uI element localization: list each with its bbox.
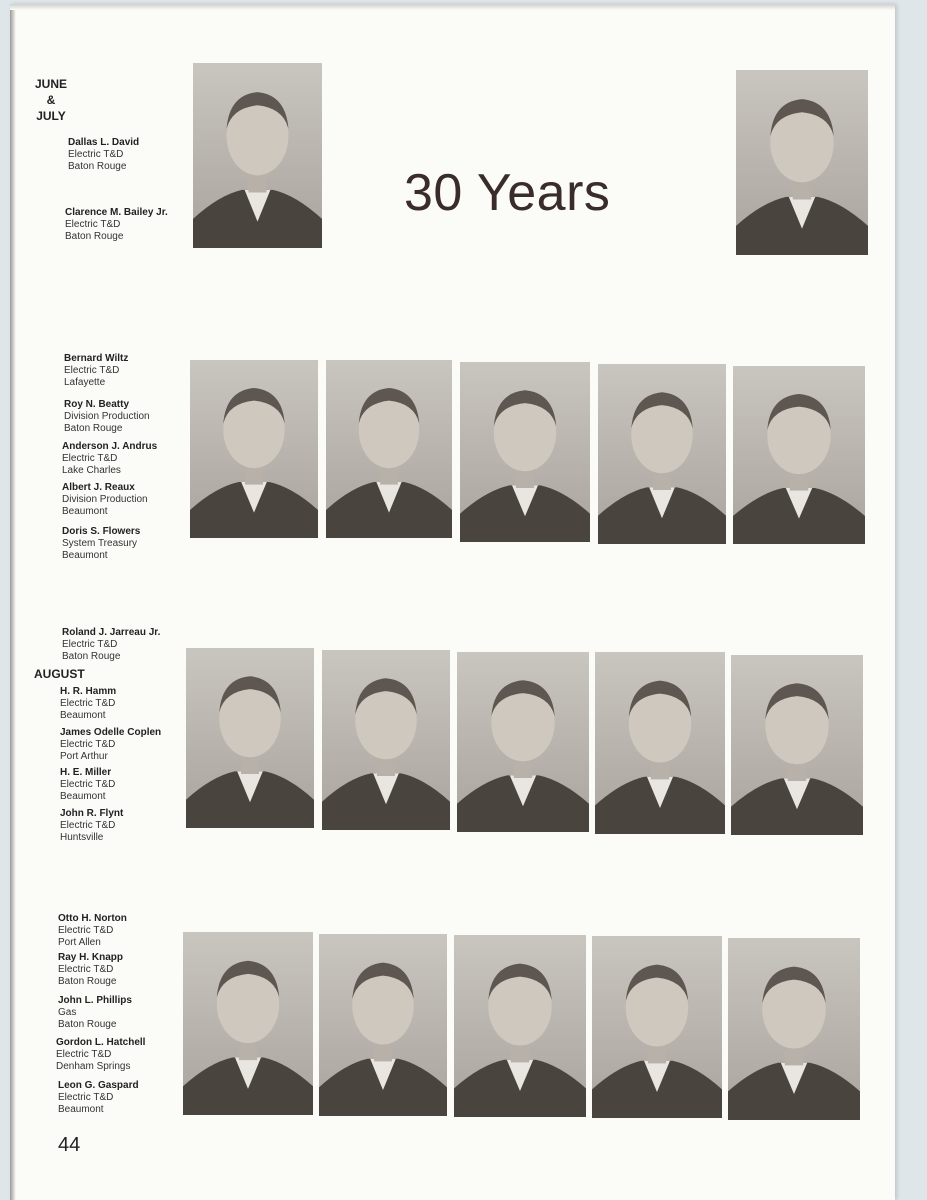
portrait-photo <box>595 652 725 834</box>
portrait-photo <box>733 366 865 544</box>
portrait-silhouette <box>193 63 322 248</box>
entry-dept: Electric T&D <box>62 639 118 650</box>
entry-dept: Electric T&D <box>62 453 118 464</box>
entry-james-coplen <box>60 727 161 763</box>
portrait-silhouette <box>183 932 313 1115</box>
portrait-silhouette <box>319 934 447 1116</box>
entry-name: Clarence M. Bailey Jr. <box>65 207 168 218</box>
entry-city: Beaumont <box>62 506 108 517</box>
entry-ray-knapp <box>58 952 123 988</box>
entry-name: Leon G. Gaspard <box>58 1080 139 1091</box>
entry-name: Dallas L. David <box>68 137 140 148</box>
entry-dallas-david <box>68 137 139 173</box>
entry-dept: Electric T&D <box>65 219 121 230</box>
entry-city: Baton Rouge <box>65 231 124 242</box>
page-title: 30 Years <box>404 164 611 222</box>
portrait-photo <box>728 938 860 1120</box>
entry-city: Baton Rouge <box>58 976 117 987</box>
entry-dept: Electric T&D <box>56 1049 112 1060</box>
portrait-silhouette <box>322 650 450 830</box>
entry-dept: Electric T&D <box>64 365 120 376</box>
entry-bernard-wiltz <box>64 353 128 389</box>
entry-dept: Electric T&D <box>58 925 114 936</box>
entry-city: Beaumont <box>60 710 106 721</box>
entry-leon-gaspard <box>58 1080 139 1116</box>
month-july: JULY <box>36 109 66 123</box>
entry-dept: System Treasury <box>62 538 138 549</box>
entry-city: Port Allen <box>58 937 101 948</box>
entry-dept: Electric T&D <box>60 820 116 831</box>
entry-name: Bernard Wiltz <box>64 353 129 364</box>
entry-city: Beaumont <box>58 1104 104 1115</box>
entry-name: James Odelle Coplen <box>60 727 162 738</box>
entry-city: Denham Springs <box>56 1061 131 1072</box>
portrait-silhouette <box>598 364 726 544</box>
entry-name: John L. Phillips <box>58 995 132 1006</box>
portrait-silhouette <box>326 360 452 538</box>
entry-name: Gordon L. Hatchell <box>56 1037 146 1048</box>
entry-name: Anderson J. Andrus <box>62 441 158 452</box>
entry-john-phillips <box>58 995 132 1031</box>
portrait-photo <box>322 650 450 830</box>
month-label-august: AUGUST <box>34 667 85 681</box>
month-label-june-july <box>30 76 72 124</box>
entry-anderson-andrus <box>62 441 157 477</box>
portrait-photo <box>457 652 589 832</box>
portrait-silhouette <box>733 366 865 544</box>
entry-name: Doris S. Flowers <box>62 526 141 537</box>
entry-clarence-bailey <box>65 207 168 243</box>
entry-name: Otto H. Norton <box>58 913 127 924</box>
entry-dept: Electric T&D <box>60 698 116 709</box>
entry-roy-beatty <box>64 399 150 435</box>
portrait-photo <box>190 360 318 538</box>
entry-dept: Electric T&D <box>58 964 114 975</box>
portrait-photo <box>326 360 452 538</box>
entry-otto-norton <box>58 913 127 949</box>
entry-city: Beaumont <box>62 550 108 561</box>
portrait-photo <box>319 934 447 1116</box>
entry-john-flynt <box>60 808 123 844</box>
portrait-silhouette <box>457 652 589 832</box>
portrait-photo <box>460 362 590 542</box>
entry-city: Baton Rouge <box>64 423 123 434</box>
portrait-silhouette <box>595 652 725 834</box>
entry-name: Roland J. Jarreau Jr. <box>62 627 161 638</box>
entry-name: Albert J. Reaux <box>62 482 135 493</box>
month-june: JUNE <box>34 77 67 91</box>
entry-city: Beaumont <box>60 791 106 802</box>
entry-dept: Electric T&D <box>58 1092 114 1103</box>
entry-he-miller <box>60 767 115 803</box>
portrait-silhouette <box>460 362 590 542</box>
portrait-silhouette <box>728 938 860 1120</box>
page-top-edge <box>10 4 895 10</box>
portrait-silhouette <box>454 935 586 1117</box>
portrait-photo <box>193 63 322 248</box>
entry-city: Baton Rouge <box>68 161 127 172</box>
entry-city: Port Arthur <box>60 751 108 762</box>
entry-name: Ray H. Knapp <box>58 952 124 963</box>
portrait-photo <box>736 70 868 255</box>
portrait-photo <box>598 364 726 544</box>
portrait-photo <box>731 655 863 835</box>
portrait-silhouette <box>731 655 863 835</box>
entry-albert-reaux <box>62 482 148 518</box>
entry-city: Lafayette <box>64 377 106 388</box>
entry-hr-hamm <box>60 686 116 722</box>
entry-name: John R. Flynt <box>60 808 124 819</box>
month-ampersand: & <box>46 93 56 107</box>
portrait-silhouette <box>736 70 868 255</box>
entry-dept: Gas <box>58 1007 77 1018</box>
portrait-photo <box>183 932 313 1115</box>
portrait-photo <box>186 648 314 828</box>
entry-roland-jarreau <box>62 627 160 663</box>
entry-dept: Electric T&D <box>60 739 116 750</box>
entry-city: Huntsville <box>60 832 104 843</box>
entry-city: Baton Rouge <box>58 1019 117 1030</box>
entry-dept: Division Production <box>62 494 148 505</box>
entry-dept: Electric T&D <box>68 149 124 160</box>
entry-name: H. E. Miller <box>60 767 112 778</box>
entry-city: Baton Rouge <box>62 651 121 662</box>
entry-name: H. R. Hamm <box>60 686 117 697</box>
page-number: 44 <box>58 1134 81 1156</box>
page-spine-shadow <box>10 4 16 1200</box>
entry-city: Lake Charles <box>62 465 121 476</box>
entry-name: Roy N. Beatty <box>64 399 130 410</box>
entry-dept: Division Production <box>64 411 150 422</box>
entry-dept: Electric T&D <box>60 779 116 790</box>
entry-gordon-hatchell <box>56 1037 145 1073</box>
entry-doris-flowers <box>62 526 140 562</box>
portrait-silhouette <box>186 648 314 828</box>
portrait-silhouette <box>592 936 722 1118</box>
portrait-photo <box>454 935 586 1117</box>
portrait-silhouette <box>190 360 318 538</box>
portrait-photo <box>592 936 722 1118</box>
